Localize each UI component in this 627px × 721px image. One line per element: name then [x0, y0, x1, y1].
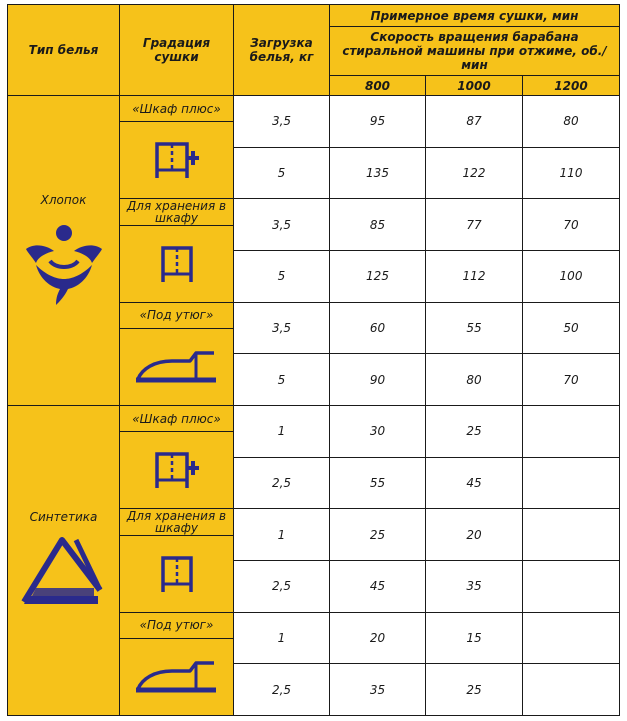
- header-speed-1000: 1000: [426, 75, 523, 95]
- load-value: 3,5: [234, 96, 330, 148]
- time-value: 20: [330, 612, 426, 664]
- grade-label: «Под утюг»: [120, 302, 234, 328]
- fabric-cell-1: [8, 405, 120, 715]
- grade-label: Для хранения в шкафу: [120, 199, 234, 225]
- time-value: [523, 509, 620, 561]
- time-value: [523, 664, 620, 716]
- time-value: 135: [330, 147, 426, 199]
- time-value: 35: [426, 560, 523, 612]
- load-value: 1: [234, 612, 330, 664]
- time-value: 30: [330, 405, 426, 457]
- cotton-icon: [16, 213, 112, 309]
- grade-label: «Шкаф плюс»: [120, 96, 234, 122]
- time-value: 95: [330, 96, 426, 148]
- grade-icon-cell: [120, 329, 234, 406]
- fabric-name: Синтетика: [29, 510, 98, 525]
- header-time-title: Примерное время сушки, мин: [330, 5, 620, 27]
- time-value: 60: [330, 302, 426, 354]
- time-value: 25: [426, 405, 523, 457]
- time-value: 80: [523, 96, 620, 148]
- load-value: 5: [234, 251, 330, 303]
- grade-label: «Под утюг»: [120, 612, 234, 638]
- header-fabric-type: Тип белья: [8, 5, 120, 96]
- time-value: 55: [426, 302, 523, 354]
- grade-icon-cell: [120, 535, 234, 612]
- grade-label: «Шкаф плюс»: [120, 405, 234, 431]
- time-value: 70: [523, 199, 620, 251]
- time-value: 15: [426, 612, 523, 664]
- time-value: 45: [330, 560, 426, 612]
- time-value: 50: [523, 302, 620, 354]
- time-value: [523, 457, 620, 509]
- load-value: 3,5: [234, 302, 330, 354]
- time-value: 77: [426, 199, 523, 251]
- cupboard-plus-icon: [120, 138, 233, 182]
- grade-icon-cell: [120, 432, 234, 509]
- time-value: 55: [330, 457, 426, 509]
- header-drying-grade: Градация сушки: [120, 5, 234, 96]
- time-value: 90: [330, 354, 426, 406]
- load-value: 5: [234, 147, 330, 199]
- cupboard-icon: [120, 552, 233, 596]
- time-value: 125: [330, 251, 426, 303]
- load-value: 2,5: [234, 664, 330, 716]
- grade-label: Для хранения в шкафу: [120, 509, 234, 535]
- time-value: 87: [426, 96, 523, 148]
- drying-time-table-frame: [7, 4, 619, 716]
- time-value: [523, 612, 620, 664]
- time-value: 122: [426, 147, 523, 199]
- header-load: Загрузка белья, кг: [234, 5, 330, 96]
- iron-icon: [120, 659, 233, 695]
- drying-time-table: [7, 4, 620, 716]
- time-value: [523, 405, 620, 457]
- time-value: 45: [426, 457, 523, 509]
- cupboard-plus-icon: [120, 448, 233, 492]
- synthetics-icon: [14, 530, 114, 610]
- time-value: 100: [523, 251, 620, 303]
- grade-icon-cell: [120, 225, 234, 302]
- load-value: 2,5: [234, 457, 330, 509]
- time-value: 70: [523, 354, 620, 406]
- load-value: 1: [234, 405, 330, 457]
- header-speed-1200: 1200: [523, 75, 620, 95]
- header-speed-800: 800: [330, 75, 426, 95]
- fabric-name: Хлопок: [40, 192, 87, 207]
- time-value: 35: [330, 664, 426, 716]
- load-value: 5: [234, 354, 330, 406]
- time-value: 25: [426, 664, 523, 716]
- time-value: 80: [426, 354, 523, 406]
- time-value: 110: [523, 147, 620, 199]
- grade-icon-cell: [120, 122, 234, 199]
- header-speed-title: Скорость вращения барабана стиральной машины при отжиме, об./мин: [330, 27, 620, 76]
- time-value: 112: [426, 251, 523, 303]
- time-value: 20: [426, 509, 523, 561]
- fabric-wrap: [8, 510, 119, 610]
- load-value: 1: [234, 509, 330, 561]
- load-value: 3,5: [234, 199, 330, 251]
- fabric-wrap: [8, 193, 119, 309]
- time-value: 85: [330, 199, 426, 251]
- iron-icon: [120, 349, 233, 385]
- fabric-cell-0: [8, 96, 120, 406]
- time-value: 25: [330, 509, 426, 561]
- load-value: 2,5: [234, 560, 330, 612]
- time-value: [523, 560, 620, 612]
- cupboard-icon: [120, 242, 233, 286]
- grade-icon-cell: [120, 638, 234, 715]
